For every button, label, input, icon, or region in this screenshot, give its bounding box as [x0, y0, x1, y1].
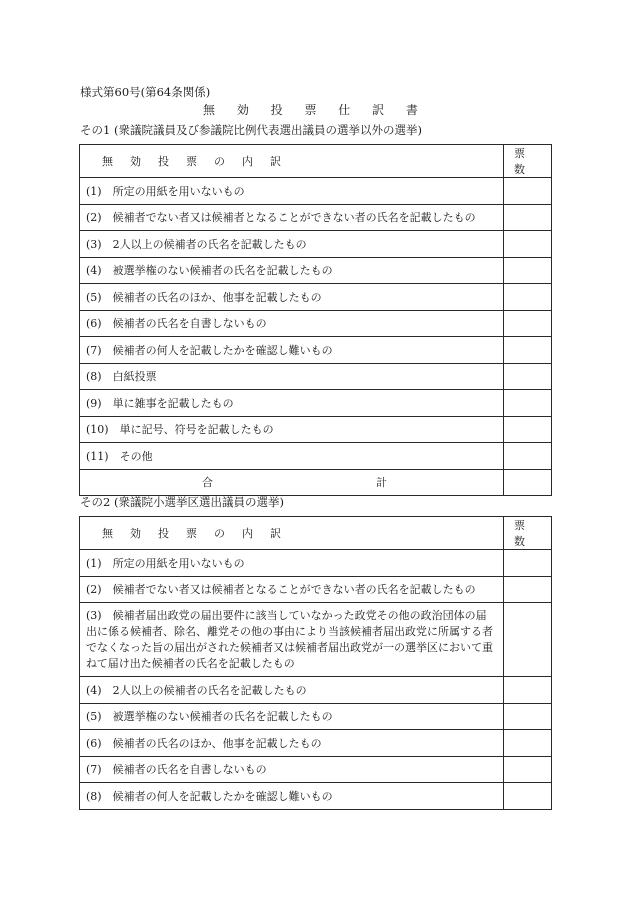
category-cell: (9) 単に雑事を記載したもの	[80, 390, 504, 417]
table-row	[80, 756, 552, 783]
table-row	[80, 703, 552, 730]
count-cell[interactable]	[504, 204, 552, 231]
category-cell: (3) 候補者届出政党の届出要件に該当していなかった政党その他の政治団体の届出に係る候補者、除名、離党その他の事由により当該候補者届出政党に所属する者でなくなった旨の届出がされた候補者又は候補者届出政党が一の選挙区において重ねて届け出た候補者の氏名を記載したもの	[80, 603, 504, 677]
header-vote-count: 票数	[504, 145, 552, 178]
category-cell: (1) 所定の用紙を用いないもの	[80, 178, 504, 205]
table-row	[80, 677, 552, 704]
count-cell[interactable]	[504, 178, 552, 205]
table-row	[80, 284, 552, 311]
count-cell[interactable]	[504, 550, 552, 577]
count-cell[interactable]	[504, 284, 552, 311]
count-cell[interactable]	[504, 443, 552, 470]
header-breakdown: 無効投票の内訳	[80, 145, 504, 178]
table-row	[80, 178, 552, 205]
count-cell[interactable]	[504, 783, 552, 810]
header-vote-count: 票数	[504, 517, 552, 550]
section2-header-row	[80, 517, 552, 550]
count-cell[interactable]	[504, 603, 552, 677]
section2-heading: その2 (衆議院小選挙区選出議員の選挙)	[80, 495, 284, 509]
table-row	[80, 257, 552, 284]
count-cell[interactable]	[504, 337, 552, 364]
table-row	[80, 576, 552, 603]
count-cell[interactable]	[504, 257, 552, 284]
category-cell: (5) 候補者の氏名のほか、他事を記載したもの	[80, 284, 504, 311]
category-cell: (8) 白紙投票	[80, 363, 504, 390]
category-cell: (4) 被選挙権のない候補者の氏名を記載したもの	[80, 257, 504, 284]
section1-header-row	[80, 145, 552, 178]
table-row	[80, 390, 552, 417]
count-cell[interactable]	[504, 730, 552, 757]
total-label-right: 計	[376, 476, 387, 489]
table-row	[80, 204, 552, 231]
table-row	[80, 231, 552, 258]
table-row	[80, 730, 552, 757]
category-cell: (4) 2人以上の候補者の氏名を記載したもの	[80, 677, 504, 704]
total-row	[80, 469, 552, 495]
header-breakdown: 無効投票の内訳	[80, 517, 504, 550]
total-label-left: 合	[202, 476, 213, 489]
category-cell: (6) 候補者の氏名のほか、他事を記載したもの	[80, 730, 504, 757]
category-cell: (5) 被選挙権のない候補者の氏名を記載したもの	[80, 703, 504, 730]
category-cell: (3) 2人以上の候補者の氏名を記載したもの	[80, 231, 504, 258]
count-cell[interactable]	[504, 756, 552, 783]
table-row	[80, 783, 552, 810]
count-cell[interactable]	[504, 677, 552, 704]
category-cell: (7) 候補者の何人を記載したかを確認し難いもの	[80, 337, 504, 364]
category-cell: (1) 所定の用紙を用いないもの	[80, 550, 504, 577]
section1-table	[79, 144, 552, 496]
count-cell[interactable]	[504, 231, 552, 258]
category-cell: (6) 候補者の氏名を自書しないもの	[80, 310, 504, 337]
count-cell[interactable]	[504, 416, 552, 443]
category-cell: (2) 候補者でない者又は候補者となることができない者の氏名を記載したもの	[80, 204, 504, 231]
count-cell[interactable]	[504, 310, 552, 337]
table-row	[80, 337, 552, 364]
total-count-cell[interactable]	[504, 469, 552, 495]
table-row	[80, 416, 552, 443]
count-cell[interactable]	[504, 390, 552, 417]
count-cell[interactable]	[504, 363, 552, 390]
count-cell[interactable]	[504, 703, 552, 730]
category-cell: (2) 候補者でない者又は候補者となることができない者の氏名を記載したもの	[80, 576, 504, 603]
category-cell: (8) 候補者の何人を記載したかを確認し難いもの	[80, 783, 504, 810]
table-row	[80, 603, 552, 677]
form-number: 様式第60号(第64条関係)	[80, 85, 211, 99]
table-row	[80, 363, 552, 390]
category-cell: (10) 単に記号、符号を記載したもの	[80, 416, 504, 443]
document-title: 無 効 投 票 仕 訳 書	[203, 103, 427, 117]
section2-table	[79, 516, 552, 810]
category-cell: (11) その他	[80, 443, 504, 470]
table-row	[80, 443, 552, 470]
table-row	[80, 310, 552, 337]
total-label-cell	[80, 469, 504, 495]
count-cell[interactable]	[504, 576, 552, 603]
section1-heading: その1 (衆議院議員及び参議院比例代表選出議員の選挙以外の選挙)	[80, 123, 422, 137]
table-row	[80, 550, 552, 577]
category-cell: (7) 候補者の氏名を自書しないもの	[80, 756, 504, 783]
